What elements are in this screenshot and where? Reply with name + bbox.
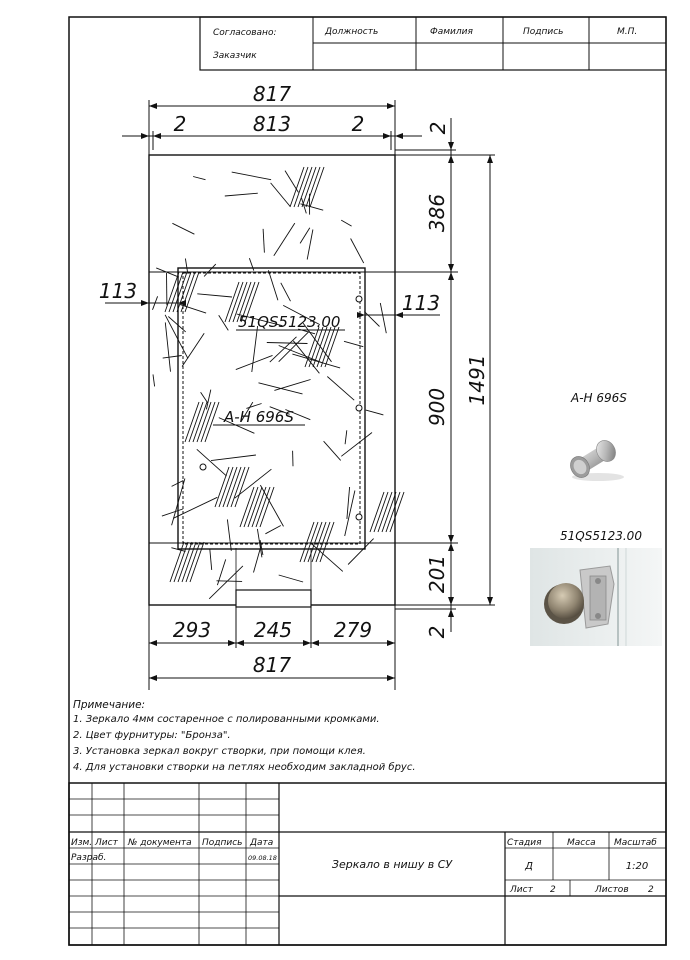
- aging-stroke: [310, 543, 343, 572]
- aging-hatch: [374, 492, 388, 532]
- mirror-panel: [149, 155, 395, 607]
- aging-hatch: [219, 467, 233, 507]
- aging-stroke: [351, 239, 364, 264]
- aging-stroke: [341, 220, 351, 226]
- aging-stroke: [348, 539, 374, 565]
- aging-hatch: [313, 327, 327, 367]
- dim-bottom-right: 279: [333, 618, 373, 642]
- aging-hatch: [300, 522, 314, 562]
- aging-hatch: [260, 487, 274, 527]
- aging-hatch: [252, 487, 266, 527]
- aging-stroke: [345, 430, 347, 444]
- knob-code-label: A-H 696S: [224, 408, 294, 426]
- aging-stroke: [165, 322, 170, 371]
- aging-stroke: [254, 544, 262, 573]
- approval-position-header: Должность: [325, 27, 379, 37]
- dim-bottom-total: 817: [252, 653, 292, 677]
- approval-agreed-label: Согласовано:: [213, 28, 277, 38]
- aging-hatch: [182, 542, 196, 582]
- aging-hatch: [186, 542, 200, 582]
- approval-block: [200, 17, 666, 70]
- aging-hatch: [378, 492, 392, 532]
- hinge-code-label: 51QS5123.00: [238, 313, 341, 331]
- aging-hatch: [256, 487, 270, 527]
- tb-scale-value: 1:20: [625, 861, 649, 872]
- aging-stroke: [292, 354, 340, 368]
- approval-customer-label: Заказчик: [213, 51, 257, 61]
- aging-stroke: [197, 449, 227, 476]
- aging-stroke: [182, 333, 204, 366]
- aging-hatch: [382, 492, 396, 532]
- knob-marker: [200, 464, 206, 470]
- note-item-1: 1. Зеркало 4мм состаренное с полированными кромками.: [73, 714, 380, 725]
- aging-hatch: [174, 542, 188, 582]
- dim-right-door: 900: [425, 387, 449, 427]
- aging-hatch: [185, 272, 199, 312]
- aging-stroke: [279, 575, 303, 582]
- aging-hatch: [310, 167, 324, 207]
- tb-header-sign: Подпись: [202, 838, 243, 848]
- aging-stroke: [185, 259, 187, 274]
- tb-header-list: Лист: [95, 838, 118, 848]
- aging-hatch: [225, 282, 239, 322]
- aging-hatch: [190, 542, 204, 582]
- dim-top-inner: 813: [252, 112, 292, 136]
- aging-hatch: [197, 402, 211, 442]
- aging-stroke: [180, 304, 206, 313]
- note-item-2: 2. Цвет фурнитуры: "Бронза".: [73, 730, 231, 741]
- tb-stage-header: Стадия: [507, 838, 542, 848]
- approval-signature-header: Подпись: [523, 27, 564, 37]
- aging-hatch: [201, 402, 215, 442]
- aging-hatch: [290, 167, 304, 207]
- tb-sheets-value: 2: [648, 885, 654, 895]
- tb-sheet-value: 2: [550, 885, 556, 895]
- aging-stroke: [197, 294, 232, 297]
- aging-stroke: [307, 230, 313, 260]
- aging-hatch: [248, 487, 262, 527]
- aging-hatch: [240, 487, 254, 527]
- aging-hatch: [386, 492, 400, 532]
- aging-stroke: [211, 455, 256, 461]
- tb-date-value: 09.08.18: [248, 854, 277, 862]
- aging-hatch: [390, 492, 404, 532]
- aging-stroke: [210, 549, 212, 570]
- aging-hatch: [193, 402, 207, 442]
- dim-right-upper: 386: [425, 193, 449, 233]
- aging-stroke: [366, 410, 384, 415]
- aging-hatch: [223, 467, 237, 507]
- aging-hatch: [312, 522, 326, 562]
- dim-top-total: 817: [252, 82, 292, 106]
- aging-hatch: [215, 467, 229, 507]
- mirror-aging-pattern: [153, 167, 405, 599]
- hinge-photo-caption: 51QS5123.00: [560, 529, 642, 543]
- aging-stroke: [236, 355, 273, 369]
- aging-hatch: [321, 327, 335, 367]
- dim-right-bottom-gap: 2: [425, 625, 449, 639]
- dim-right-total: 1491: [465, 354, 489, 406]
- dim-bottom-mid: 245: [253, 618, 293, 642]
- aging-stroke: [204, 264, 216, 276]
- hinge-marker-middle: [356, 405, 362, 411]
- aging-hatch: [244, 487, 258, 527]
- aging-stroke: [345, 491, 355, 537]
- aging-hatch: [316, 522, 330, 562]
- aging-stroke: [324, 441, 341, 460]
- aging-stroke: [270, 337, 297, 362]
- aging-hatch: [325, 327, 339, 367]
- aging-hatch: [227, 467, 241, 507]
- dim-right-offset: 113: [401, 291, 441, 315]
- aging-stroke: [327, 377, 354, 401]
- tb-header-izm: Изм.: [71, 838, 93, 848]
- tb-scale-header: Масштаб: [614, 838, 657, 848]
- aging-stroke: [201, 392, 208, 403]
- dim-left-offset: 113: [98, 279, 138, 303]
- hinge-marker-top: [356, 296, 362, 302]
- aging-stroke: [274, 223, 295, 256]
- aging-stroke: [252, 326, 258, 372]
- aging-stroke: [300, 228, 310, 244]
- aging-hatch: [294, 167, 308, 207]
- knob-photo-caption: A-H 696S: [571, 391, 627, 405]
- aging-stroke: [380, 303, 386, 333]
- dim-top-right-gap: 2: [351, 112, 365, 136]
- aging-stroke: [249, 258, 253, 270]
- aging-hatch: [189, 402, 203, 442]
- aging-stroke: [227, 519, 231, 550]
- dim-right-top-gap: 2: [426, 121, 450, 135]
- tb-sheets-header: Листов: [595, 885, 629, 895]
- aging-stroke: [163, 356, 182, 359]
- aging-hatch: [306, 167, 320, 207]
- aging-stroke: [225, 193, 258, 196]
- dim-bottom-left: 293: [172, 618, 212, 642]
- aging-hatch: [370, 492, 384, 532]
- aging-stroke: [153, 374, 155, 386]
- tb-drawing-title: Зеркало в нишу в СУ: [331, 858, 453, 871]
- aging-hatch: [317, 327, 331, 367]
- aging-stroke: [206, 390, 210, 410]
- aging-hatch: [231, 467, 245, 507]
- aging-stroke: [263, 229, 264, 253]
- note-item-3: 3. Установка зеркал вокруг створки, при помощи клея.: [73, 746, 366, 757]
- aging-hatch: [178, 542, 192, 582]
- hinge-photo: [530, 548, 662, 646]
- aging-stroke: [265, 526, 280, 534]
- tb-header-doc: № документа: [128, 838, 192, 848]
- hinge-marker-bottom: [356, 514, 362, 520]
- notes-title: Примечание:: [73, 699, 146, 711]
- aging-hatch: [320, 522, 334, 562]
- approval-surname-header: Фамилия: [430, 27, 473, 37]
- knob-photo: [562, 425, 634, 485]
- tb-header-date: Дата: [250, 838, 274, 848]
- approval-stamp-header: М.П.: [617, 27, 638, 37]
- tb-stage-value: Д: [525, 861, 533, 872]
- aging-stroke: [293, 341, 319, 374]
- aging-stroke: [217, 581, 243, 582]
- aging-stroke: [281, 283, 291, 301]
- tb-sheet-header: Лист: [510, 885, 533, 895]
- aging-hatch: [302, 167, 316, 207]
- aging-stroke: [364, 312, 379, 327]
- aging-stroke: [274, 380, 310, 391]
- aging-hatch: [308, 522, 322, 562]
- aging-stroke: [173, 497, 217, 518]
- note-item-4: 4. Для установки створки на петлях необходим закладной брус.: [73, 762, 416, 773]
- aging-stroke: [271, 183, 291, 207]
- tb-razrab-label: Разраб.: [71, 853, 107, 863]
- aging-hatch: [185, 402, 199, 442]
- aging-stroke: [267, 343, 308, 344]
- dim-right-lower: 201: [425, 554, 449, 594]
- aging-stroke: [172, 223, 194, 234]
- tb-mass-header: Масса: [567, 838, 596, 848]
- aging-hatch: [169, 272, 183, 312]
- aging-stroke: [235, 469, 272, 498]
- aging-stroke: [232, 172, 271, 180]
- aging-hatch: [235, 467, 249, 507]
- dim-top-left-gap: 2: [173, 112, 187, 136]
- aging-stroke: [268, 270, 278, 300]
- aging-stroke: [193, 177, 205, 180]
